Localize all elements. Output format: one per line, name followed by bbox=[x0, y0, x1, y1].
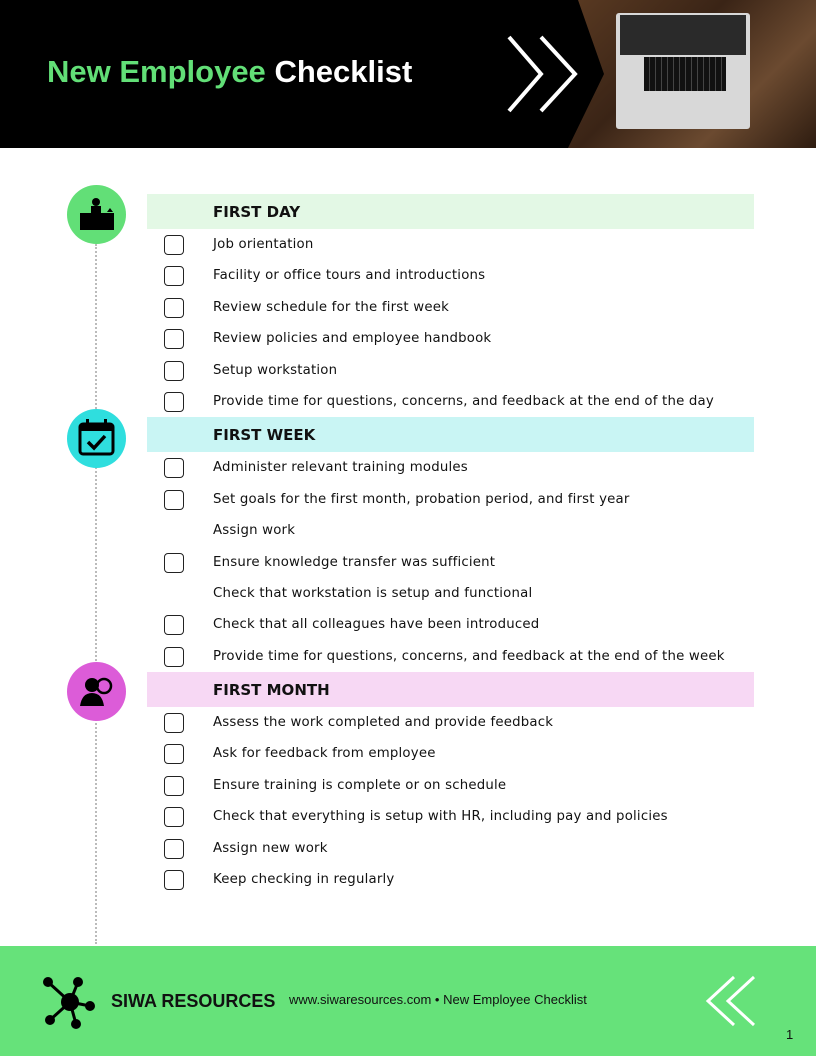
item-label: Review schedule for the first week bbox=[213, 299, 449, 315]
item-label: Assess the work completed and provide feedback bbox=[213, 715, 554, 731]
item-label: Provide time for questions, concerns, and feedback at the end of the day bbox=[213, 393, 714, 409]
item-label: Assign new work bbox=[213, 840, 328, 856]
checklist-item bbox=[147, 770, 754, 801]
item-label: Check that everything is setup with HR, including pay and policies bbox=[213, 809, 668, 825]
checkbox[interactable] bbox=[164, 458, 184, 478]
checklist-item bbox=[147, 738, 754, 769]
item-label: Ensure knowledge transfer was sufficient bbox=[213, 554, 496, 570]
checklist-item bbox=[147, 707, 754, 738]
checkbox[interactable] bbox=[164, 839, 184, 859]
checkbox[interactable] bbox=[164, 776, 184, 796]
item-label: Keep checking in regularly bbox=[213, 872, 395, 888]
checkbox[interactable] bbox=[164, 647, 184, 667]
section-title: FIRST DAY bbox=[213, 203, 301, 221]
checklist-item bbox=[147, 260, 754, 291]
item-label: Provide time for questions, concerns, and feedback at the end of the week bbox=[213, 648, 725, 664]
checkbox[interactable] bbox=[164, 870, 184, 890]
checkbox[interactable] bbox=[164, 553, 184, 573]
item-label: Check that workstation is setup and functional bbox=[213, 585, 533, 601]
item-label: Job orientation bbox=[213, 237, 314, 252]
checkbox[interactable] bbox=[164, 266, 184, 286]
checkbox[interactable] bbox=[164, 392, 184, 412]
brand-name: SIWA RESOURCES bbox=[111, 991, 276, 1011]
checkbox[interactable] bbox=[164, 298, 184, 318]
desk-icon bbox=[67, 185, 126, 244]
item-label: Check that all colleagues have been introduced bbox=[213, 617, 540, 633]
checkbox[interactable] bbox=[164, 235, 184, 255]
chevron-right-icon bbox=[503, 34, 583, 114]
checklist-item bbox=[147, 386, 754, 417]
checkbox[interactable] bbox=[164, 744, 184, 764]
item-label: Ensure training is complete or on schedule bbox=[213, 777, 507, 793]
item-label: Assign work bbox=[213, 523, 296, 539]
checklist-item bbox=[147, 641, 754, 672]
checklist-item bbox=[147, 484, 754, 515]
checklist-item bbox=[147, 609, 754, 640]
item-label: Facility or office tours and introductions bbox=[213, 268, 486, 284]
page-number: 1 bbox=[786, 1027, 794, 1042]
item-label: Set goals for the first month, probation period, and first year bbox=[213, 491, 630, 507]
checklist-item bbox=[147, 515, 754, 546]
item-label: Administer relevant training modules bbox=[213, 460, 468, 476]
section-title: FIRST WEEK bbox=[213, 426, 316, 445]
checklist-item bbox=[147, 229, 754, 260]
timeline-line bbox=[95, 244, 97, 944]
item-label: Setup workstation bbox=[213, 362, 338, 378]
checklist-item bbox=[147, 292, 754, 323]
section-header bbox=[147, 194, 754, 229]
checkbox[interactable] bbox=[164, 361, 184, 381]
title-green: New Employee bbox=[47, 54, 266, 89]
item-label: Ask for feedback from employee bbox=[213, 746, 436, 762]
section-header bbox=[147, 417, 754, 452]
network-logo-icon bbox=[40, 974, 100, 1030]
checkbox[interactable] bbox=[164, 615, 184, 635]
footer-text: www.siwaresources.com • New Employee Checklist bbox=[289, 992, 587, 1007]
section-title: FIRST MONTH bbox=[213, 681, 330, 700]
checklist-item bbox=[147, 355, 754, 386]
checkbox[interactable] bbox=[164, 490, 184, 510]
page-title bbox=[47, 54, 412, 90]
checklist bbox=[147, 194, 754, 895]
checklist-item bbox=[147, 801, 754, 832]
checklist-item bbox=[147, 452, 754, 483]
checklist-item bbox=[147, 547, 754, 578]
checklist-item bbox=[147, 323, 754, 354]
checkbox[interactable] bbox=[164, 713, 184, 733]
checklist-item bbox=[147, 864, 754, 895]
header-banner bbox=[0, 0, 816, 148]
checkbox[interactable] bbox=[164, 329, 184, 349]
chevron-left-icon bbox=[704, 975, 758, 1027]
user-feedback-icon bbox=[67, 662, 126, 721]
calendar-check-icon bbox=[67, 409, 126, 468]
checklist-item bbox=[147, 833, 754, 864]
section-header bbox=[147, 672, 754, 707]
title-white: Checklist bbox=[274, 54, 413, 89]
laptop-keyboard bbox=[644, 57, 726, 91]
item-label: Review policies and employee handbook bbox=[213, 331, 492, 347]
laptop-screen bbox=[620, 15, 746, 55]
checklist-item bbox=[147, 578, 754, 609]
checkbox[interactable] bbox=[164, 807, 184, 827]
